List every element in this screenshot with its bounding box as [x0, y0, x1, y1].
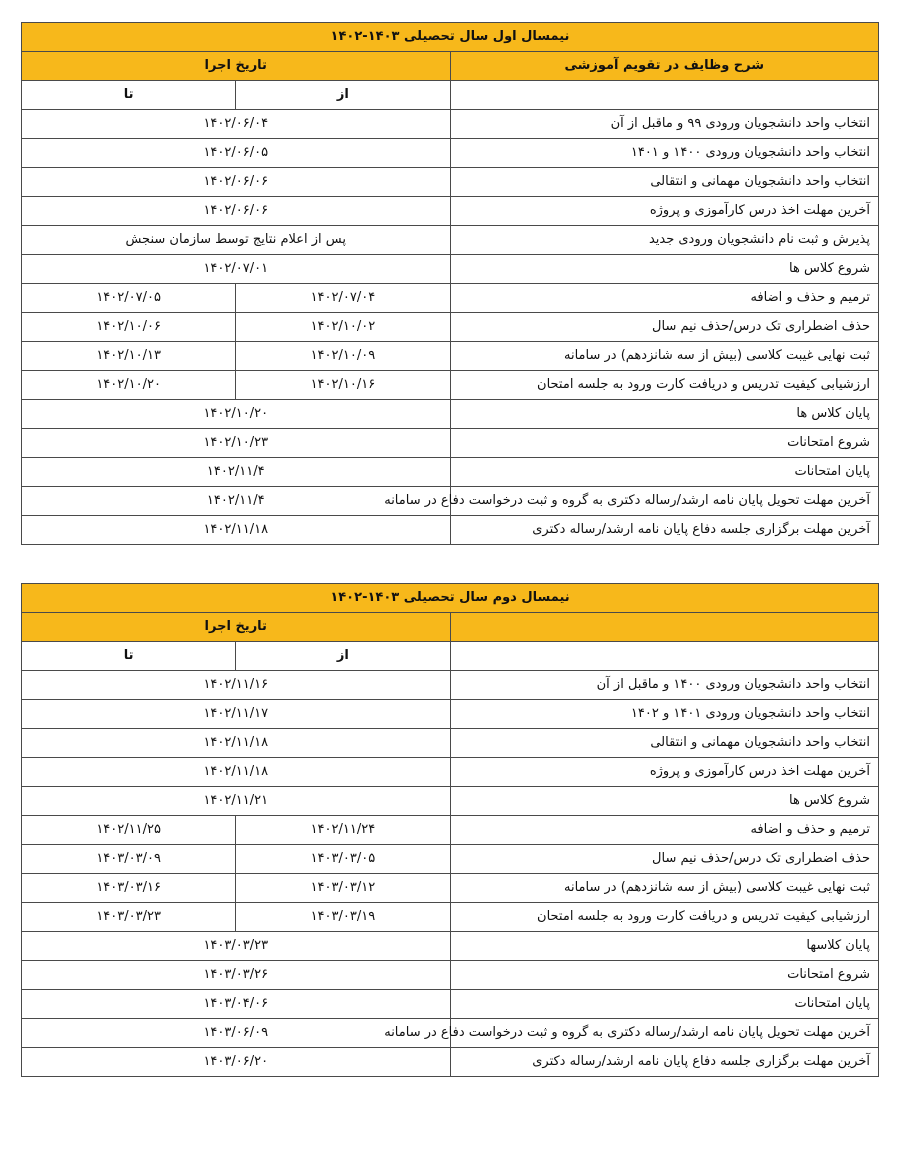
- table-row: [22, 700, 879, 729]
- execution-date: ۱۴۰۳/۰۴/۰۶: [22, 990, 451, 1019]
- task-description: انتخاب واحد دانشجویان ورودی ۹۹ و ماقبل از آن: [450, 110, 879, 139]
- task-description: ارزشیابی کیفیت تدریس و دریافت کارت ورود به جلسه امتحان: [450, 371, 879, 400]
- date-to: ۱۴۰۲/۱۰/۰۶: [22, 313, 236, 342]
- table-row: [22, 932, 879, 961]
- semester2-title-row: [22, 584, 879, 613]
- table-row: [22, 197, 879, 226]
- task-description: انتخاب واحد دانشجویان ورودی ۱۴۰۱ و ۱۴۰۲: [450, 700, 879, 729]
- semester1-rows: [22, 110, 879, 545]
- semester2-date-header: تاریخ اجرا: [22, 613, 451, 642]
- semester1-from-label: از: [236, 81, 450, 110]
- execution-date: ۱۴۰۲/۱۱/۱۸: [22, 516, 451, 545]
- semester1-header-row: [22, 52, 879, 81]
- semester1-subheader-blank: [450, 81, 879, 110]
- table-row: [22, 1019, 879, 1048]
- semester2-subheader-row: [22, 642, 879, 671]
- date-from: ۱۴۰۳/۰۳/۱۲: [236, 874, 450, 903]
- date-to: ۱۴۰۲/۱۰/۲۰: [22, 371, 236, 400]
- execution-date: ۱۴۰۲/۰۶/۰۴: [22, 110, 451, 139]
- task-description: پایان کلاس ها: [450, 400, 879, 429]
- semester2-to-label: تا: [22, 642, 236, 671]
- task-description: انتخاب واحد دانشجویان مهمانی و انتقالی: [450, 168, 879, 197]
- semester2-subheader-blank: [450, 642, 879, 671]
- execution-date: ۱۴۰۲/۰۶/۰۵: [22, 139, 451, 168]
- task-description: پایان امتحانات: [450, 990, 879, 1019]
- task-description: ارزشیابی کیفیت تدریس و دریافت کارت ورود به جلسه امتحان: [450, 903, 879, 932]
- semester1-title: نیمسال اول سال تحصیلی ۱۴۰۳-۱۴۰۲: [22, 23, 879, 52]
- date-from: ۱۴۰۳/۰۳/۰۵: [236, 845, 450, 874]
- table-row: [22, 516, 879, 545]
- task-description: شروع امتحانات: [450, 429, 879, 458]
- task-description: آخرین مهلت تحویل پایان نامه ارشد/رساله دکتری به گروه و ثبت درخواست دفاع در سامانه: [450, 1019, 879, 1048]
- table-row: [22, 400, 879, 429]
- execution-date: ۱۴۰۲/۱۰/۲۰: [22, 400, 451, 429]
- execution-date: ۱۴۰۳/۰۳/۲۶: [22, 961, 451, 990]
- semester2-from-label: از: [236, 642, 450, 671]
- table-row: [22, 671, 879, 700]
- task-description: شروع کلاس ها: [450, 255, 879, 284]
- table-row: [22, 110, 879, 139]
- execution-date: ۱۴۰۲/۱۱/۱۸: [22, 729, 451, 758]
- task-description: حذف اضطراری تک درس/حذف نیم سال: [450, 313, 879, 342]
- task-description: شروع امتحانات: [450, 961, 879, 990]
- table-row: [22, 487, 879, 516]
- table-row: [22, 429, 879, 458]
- date-from: ۱۴۰۲/۰۷/۰۴: [236, 284, 450, 313]
- execution-date: ۱۴۰۲/۱۱/۲۱: [22, 787, 451, 816]
- task-description: پایان امتحانات: [450, 458, 879, 487]
- execution-date: ۱۴۰۳/۰۳/۲۳: [22, 932, 451, 961]
- execution-date: ۱۴۰۲/۰۶/۰۶: [22, 197, 451, 226]
- table-row: [22, 758, 879, 787]
- table-row: [22, 874, 879, 903]
- date-from: ۱۴۰۲/۱۰/۰۲: [236, 313, 450, 342]
- table-row: [22, 787, 879, 816]
- table-row: [22, 313, 879, 342]
- task-description: آخرین مهلت برگزاری جلسه دفاع پایان نامه ارشد/رساله دکتری: [450, 516, 879, 545]
- date-to: ۱۴۰۲/۰۷/۰۵: [22, 284, 236, 313]
- task-description: حذف اضطراری تک درس/حذف نیم سال: [450, 845, 879, 874]
- execution-date: ۱۴۰۲/۱۱/۱۶: [22, 671, 451, 700]
- task-description: انتخاب واحد دانشجویان ورودی ۱۴۰۰ و ماقبل از آن: [450, 671, 879, 700]
- table-row: [22, 458, 879, 487]
- task-description: آخرین مهلت اخذ درس کارآموزی و پروژه: [450, 197, 879, 226]
- date-to: ۱۴۰۳/۰۳/۲۳: [22, 903, 236, 932]
- date-from: ۱۴۰۲/۱۰/۱۶: [236, 371, 450, 400]
- semester1-date-header: تاریخ اجرا: [22, 52, 451, 81]
- table-row: [22, 226, 879, 255]
- table-row: [22, 371, 879, 400]
- semester2-desc-header: [450, 613, 879, 642]
- execution-date: ۱۴۰۲/۰۷/۰۱: [22, 255, 451, 284]
- execution-date: ۱۴۰۲/۱۰/۲۳: [22, 429, 451, 458]
- task-description: پذیرش و ثبت نام دانشجویان ورودی جدید: [450, 226, 879, 255]
- date-from: ۱۴۰۲/۱۰/۰۹: [236, 342, 450, 371]
- table-row: [22, 342, 879, 371]
- date-from: ۱۴۰۳/۰۳/۱۹: [236, 903, 450, 932]
- task-description: ترمیم و حذف و اضافه: [450, 284, 879, 313]
- table-row: [22, 1048, 879, 1077]
- semester1-desc-header: شرح وظایف در تقویم آموزشی: [450, 52, 879, 81]
- task-description: ثبت نهایی غیبت کلاسی (بیش از سه شانزدهم) در سامانه: [450, 342, 879, 371]
- table-row: [22, 284, 879, 313]
- execution-date: ۱۴۰۲/۰۶/۰۶: [22, 168, 451, 197]
- task-description: ترمیم و حذف و اضافه: [450, 816, 879, 845]
- task-description: آخرین مهلت اخذ درس کارآموزی و پروژه: [450, 758, 879, 787]
- date-from: ۱۴۰۲/۱۱/۲۴: [236, 816, 450, 845]
- execution-date: ۱۴۰۲/۱۱/۱۷: [22, 700, 451, 729]
- execution-date: ۱۴۰۲/۱۱/۴: [22, 487, 451, 516]
- task-description: انتخاب واحد دانشجویان ورودی ۱۴۰۰ و ۱۴۰۱: [450, 139, 879, 168]
- table-row: [22, 729, 879, 758]
- table-row: [22, 845, 879, 874]
- task-description: آخرین مهلت تحویل پایان نامه ارشد/رساله دکتری به گروه و ثبت درخواست دفاع در سامانه: [450, 487, 879, 516]
- task-description: پایان کلاسها: [450, 932, 879, 961]
- date-to: ۱۴۰۳/۰۳/۰۹: [22, 845, 236, 874]
- task-description: ثبت نهایی غیبت کلاسی (بیش از سه شانزدهم) در سامانه: [450, 874, 879, 903]
- execution-date: پس از اعلام نتایج توسط سازمان سنجش: [22, 226, 451, 255]
- table-row: [22, 168, 879, 197]
- semester2-rows: [22, 671, 879, 1077]
- semester2-header-row: [22, 613, 879, 642]
- date-to: ۱۴۰۲/۱۰/۱۳: [22, 342, 236, 371]
- execution-date: ۱۴۰۳/۰۶/۰۹: [22, 1019, 451, 1048]
- table-row: [22, 961, 879, 990]
- table-row: [22, 990, 879, 1019]
- date-to: ۱۴۰۳/۰۳/۱۶: [22, 874, 236, 903]
- table-row: [22, 139, 879, 168]
- semester1-title-row: [22, 23, 879, 52]
- table-row: [22, 255, 879, 284]
- task-description: انتخاب واحد دانشجویان مهمانی و انتقالی: [450, 729, 879, 758]
- task-description: آخرین مهلت برگزاری جلسه دفاع پایان نامه ارشد/رساله دکتری: [450, 1048, 879, 1077]
- execution-date: ۱۴۰۲/۱۱/۱۸: [22, 758, 451, 787]
- semester1-subheader-row: [22, 81, 879, 110]
- semester1-table: [21, 22, 879, 545]
- semester2-table: [21, 583, 879, 1077]
- task-description: شروع کلاس ها: [450, 787, 879, 816]
- execution-date: ۱۴۰۲/۱۱/۴: [22, 458, 451, 487]
- table-row: [22, 903, 879, 932]
- execution-date: ۱۴۰۳/۰۶/۲۰: [22, 1048, 451, 1077]
- date-to: ۱۴۰۲/۱۱/۲۵: [22, 816, 236, 845]
- table-row: [22, 816, 879, 845]
- semester1-to-label: تا: [22, 81, 236, 110]
- semester2-title: نیمسال دوم سال تحصیلی ۱۴۰۳-۱۴۰۲: [22, 584, 879, 613]
